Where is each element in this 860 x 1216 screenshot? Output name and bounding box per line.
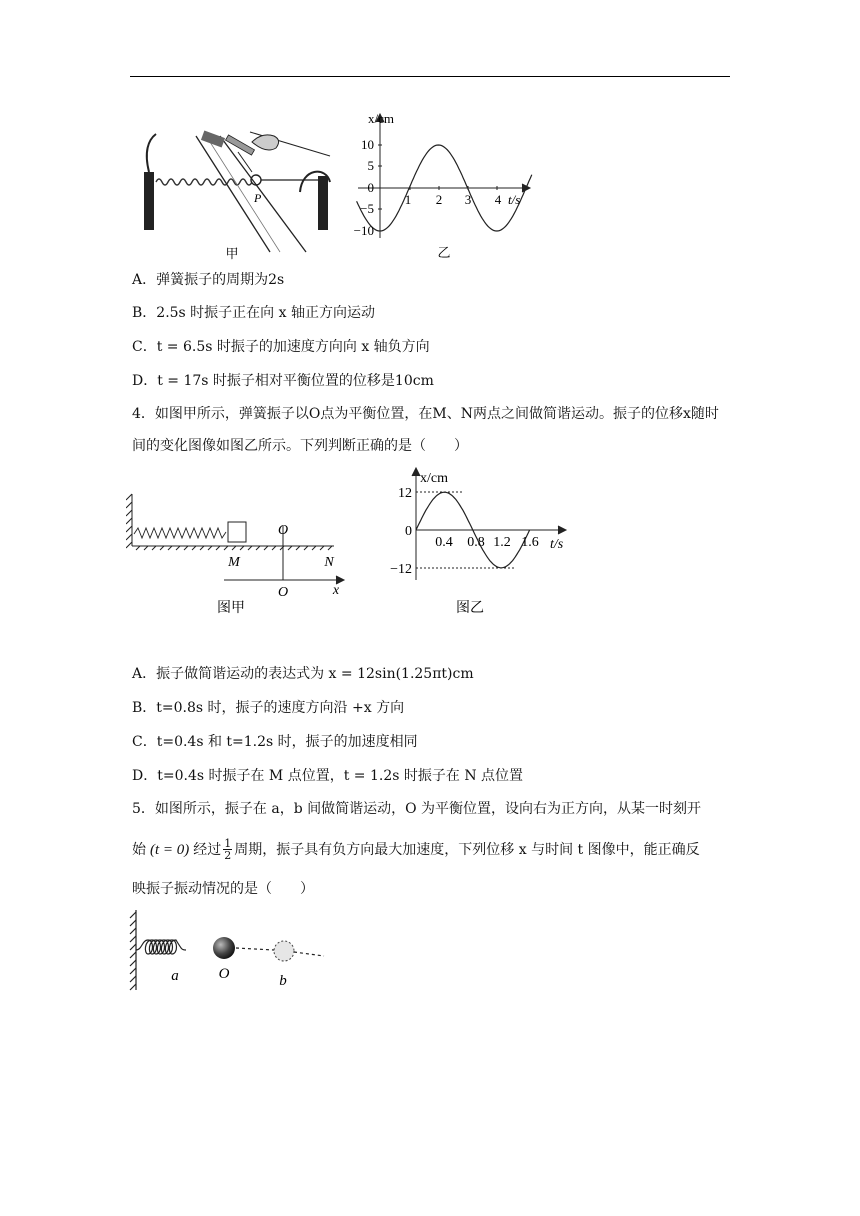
q4-stem: 4．如图甲所示，弹簧振子以O点为平衡位置，在M、N两点之间做简谐运动。振子的位移x随时间的变化图像如图乙所示。下列判断正确的是（ ）	[132, 406, 719, 454]
graph1-ytick: −10	[353, 223, 374, 238]
label-x-axis: x	[332, 583, 340, 598]
q5-frac-num: 1	[224, 837, 232, 850]
q5-line-3: 映振子振动情况的是（ ）	[132, 881, 314, 897]
figure-caption-tujia: 图甲	[217, 601, 245, 616]
spring	[156, 179, 252, 185]
graph1-xtick: 3	[464, 192, 472, 207]
figure-xt-graph-1	[338, 108, 538, 260]
figure-q5-oscillator	[128, 906, 328, 996]
oscillator-ball	[213, 937, 235, 959]
graph2-ytick: 12	[398, 486, 412, 501]
q3-option-a: A．弹簧振子的周期为2s	[132, 272, 285, 288]
graph1-xtick: 1	[404, 192, 412, 207]
figure-caption-yi: 乙	[437, 245, 451, 260]
point-p-label: P	[254, 191, 262, 205]
figure-caption-jia: 甲	[225, 246, 239, 261]
label-o-bottom: O	[277, 585, 289, 600]
q4-option-d: D．t=0.4s 时振子在 M 点位置，t = 1.2s 时振子在 N 点位置	[132, 768, 524, 784]
graph1-xtick: 2	[435, 192, 443, 207]
graph1-ytick: 0	[367, 180, 374, 195]
graph1-ytick: −5	[360, 201, 374, 216]
label-m: M	[228, 555, 240, 570]
q3-option-d: D．t = 17s 时振子相对平衡位置的位移是10cm	[132, 373, 434, 389]
q5-line2-mid: 经过	[193, 841, 222, 858]
graph1-xtick: 4	[494, 192, 502, 207]
q4-option-a: A．振子做简谐运动的表达式为 x = 12sin(1.25πt)cm	[132, 666, 474, 682]
q5-line-1: 5．如图所示，振子在 a，b 间做简谐运动，O 为平衡位置，设向右为正方向，从某一时刻开	[132, 801, 702, 817]
graph2-xtick: 0.4	[435, 535, 453, 550]
label-o: O	[218, 966, 230, 982]
q3-option-b: B．2.5s 时振子正在向 x 轴正方向运动	[132, 305, 375, 321]
figure-q4-spring	[126, 488, 356, 618]
q5-t0: (t = 0)	[150, 841, 190, 858]
graph1-ylabel: x/cm	[368, 111, 394, 126]
label-n: N	[324, 555, 334, 570]
graph1-xlabel: t/s	[508, 192, 521, 207]
graph2-ylabel: x/cm	[420, 471, 448, 486]
figure-q4-xt-graph	[384, 464, 594, 616]
q5-line2-post: 周期，振子具有负方向最大加速度，下列位移 x 与时间 t 图像中，能正确反	[234, 841, 700, 858]
oscillator-ghost-ball	[274, 941, 294, 961]
graph2-xlabel: t/s	[550, 537, 564, 552]
graph1-ytick: 5	[367, 158, 374, 173]
q4-option-b: B．t=0.8s 时，振子的速度方向沿 +x 方向	[132, 700, 405, 716]
q4-option-c: C．t=0.4s 和 t=1.2s 时，振子的加速度相同	[132, 734, 418, 750]
graph2-xtick: 0.8	[467, 535, 485, 550]
q5-fraction	[223, 838, 232, 861]
graph1-ytick: 10	[361, 137, 374, 152]
graph2-ytick: −12	[390, 562, 412, 577]
header-rule	[130, 76, 730, 77]
q3-option-c: C．t = 6.5s 时振子的加速度方向向 x 轴负方向	[132, 339, 430, 355]
q5-line-2	[132, 838, 700, 861]
graph2-ytick: 0	[405, 524, 412, 539]
q5-frac-den: 2	[224, 849, 232, 862]
label-b: b	[279, 973, 287, 989]
figure-spring-apparatus	[130, 112, 340, 262]
figure-caption-tuyi: 图乙	[456, 601, 484, 616]
q5-line2-pre: 始	[132, 841, 146, 858]
graph2-xtick: 1.2	[493, 535, 511, 550]
label-o-top: O	[277, 523, 289, 538]
label-a: a	[171, 968, 179, 984]
graph2-xtick: 1.6	[521, 535, 539, 550]
